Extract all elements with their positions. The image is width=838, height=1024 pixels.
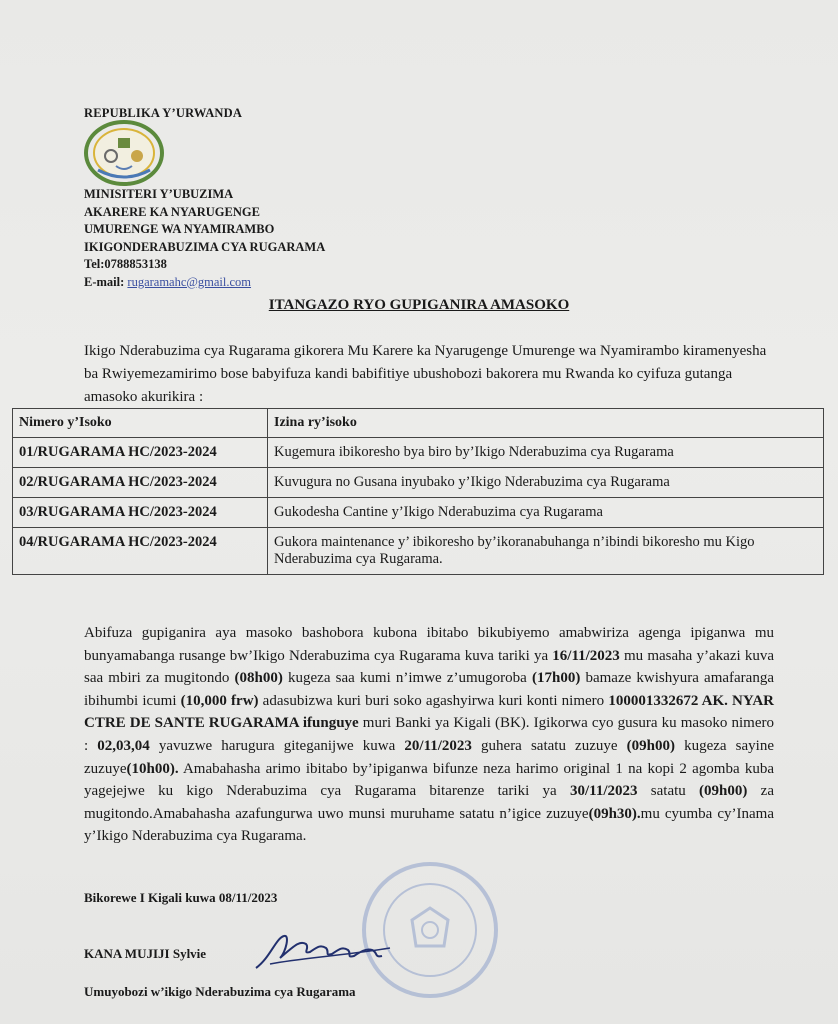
- tender-name: Kugemura ibikoresho bya biro by’Ikigo Nderabuzima cya Rugarama: [268, 438, 824, 468]
- republic-heading: REPUBLIKA Y’URWANDA: [84, 106, 243, 120]
- email-link[interactable]: rugaramahc@gmail.com: [127, 274, 252, 289]
- sector-line: UMURENGE WA NYAMIRAMBO: [84, 222, 275, 236]
- dateline: Bikorewe I Kigali kuwa 08/11/2023: [84, 890, 278, 905]
- tender-name: Gukodesha Cantine y’Ikigo Nderabuzima cya Rugarama: [268, 498, 824, 528]
- text-run: za mugitondo.Amabahasha azafungurwa uwo munsi muruhame satatu n’igice zuzuye: [84, 783, 774, 822]
- table-row: [13, 498, 824, 528]
- institution-header: [84, 186, 325, 291]
- table-row: [13, 438, 824, 468]
- notice-title: ITANGAZO RYO GUPIGANIRA AMASOKO: [268, 297, 570, 313]
- tender-number: 03/RUGARAMA HC/2023-2024: [13, 498, 268, 528]
- visit-start: (09h00): [626, 737, 675, 754]
- email-label: E-mail:: [84, 274, 128, 289]
- ministry-line: MINISITERI Y’UBUZIMA: [84, 187, 234, 201]
- email-line: [84, 274, 325, 292]
- text-run: guhera satatu zuzuye: [471, 737, 627, 754]
- open-date: 16/11/2023: [552, 647, 620, 664]
- instructions-paragraph: [84, 622, 774, 848]
- text-run: bamaze kwishyura amafaranga ibihumbi icumi: [84, 670, 774, 709]
- tenders-table: [12, 408, 824, 575]
- text-run: satatu: [637, 783, 700, 800]
- header-tender-name: Izina ry’isoko: [268, 409, 824, 438]
- text-run: Abifuza gupiganira aya masoko bashobora kubona ibitabo bikubiyemo amabwiriza agenga ipiganwa mu bunyamabanga rusange bw’Ikigo Nderabuzima cya Rugarama kuva tariki ya: [84, 625, 774, 664]
- visit-tenders: 02,03,04: [97, 737, 150, 754]
- header-tender-number: Nimero y’Isoko: [13, 409, 268, 438]
- text-run: kugeza saa kumi n’imwe z’umugoroba: [282, 670, 532, 687]
- deadline-time: (09h00): [699, 783, 748, 800]
- start-time: (08h00): [234, 670, 283, 687]
- text-run: muri Banki ya Kigali (BK). Igikorwa cyo gusura ku masoko nimero :: [84, 715, 774, 754]
- text-run: mu masaha y’akazi kuva saa mbiri za mugitondo: [84, 647, 774, 687]
- text-run: kugeza sayine zuzuye: [84, 737, 774, 777]
- table-header-row: [13, 409, 824, 438]
- text-run: Amabahasha arimo ibitabo by’ipiganwa bifunze neza harimo original 1 na kopi 2 agomba kuba yagejejwe ku kigo Nderabuzima cya Rugarama bitarenze tariki ya: [84, 760, 774, 800]
- opening-time: (09h30).: [588, 805, 641, 822]
- text-run: mu cyumba cy’Inama y’Ikigo Nderabuzima cya Rugarama.: [84, 805, 774, 845]
- tender-name: Kuvugura no Gusana inyubako y’Ikigo Nderabuzima cya Rugarama: [268, 468, 824, 498]
- deadline-date: 30/11/2023: [569, 783, 638, 800]
- table-row: [13, 468, 824, 498]
- district-line: AKARERE KA NYARUGENGE: [84, 204, 260, 219]
- tender-number: 02/RUGARAMA HC/2023-2024: [13, 468, 268, 498]
- signature-icon: [250, 918, 400, 978]
- signer-role: Umuyobozi w’ikigo Nderabuzima cya Rugarama: [84, 984, 356, 999]
- tender-name: Gukora maintenance y’ ibikoresho by’ikoranabuhanga n’ibindi bikoresho mu Kigo Nderabuzima cya Rugarama.: [268, 528, 824, 575]
- intro-paragraph: Ikigo Nderabuzima cya Rugarama gikorera Mu Karere ka Nyarugenge Umurenge wa Nyamirambo kiramenyesha ba Rwiyemezamirimo bose babyifuza kandi babifitiye ubushobozi bakorera mu Rwanda ko cyifuza gutanga amasoko akurikira :: [84, 343, 767, 405]
- phone-line: Tel:0788853138: [84, 257, 167, 271]
- table-row: [13, 528, 824, 575]
- visit-date: 20/11/2023: [404, 737, 472, 754]
- bank-account: 100001332672 AK. NYAR CTRE DE SANTE RUGARAMA ifunguye: [84, 692, 774, 732]
- end-time: (17h00): [531, 670, 581, 687]
- text-run: adasubizwa kuri buri soko agashyirwa kuri konti nimero: [258, 692, 609, 709]
- signer-name: KANA MUJIJI Sylvie: [84, 946, 207, 961]
- text-run: yavuzwe harugura giteganijwe kuwa: [149, 737, 405, 754]
- coat-of-arms-icon: [84, 120, 164, 186]
- visit-end: (10h00).: [126, 760, 179, 777]
- tender-number: 01/RUGARAMA HC/2023-2024: [13, 438, 268, 468]
- health-center-line: IKIGONDERABUZIMA CYA RUGARAMA: [84, 239, 326, 254]
- fee: (10,000 frw): [180, 692, 259, 709]
- tender-number: 04/RUGARAMA HC/2023-2024: [13, 528, 268, 575]
